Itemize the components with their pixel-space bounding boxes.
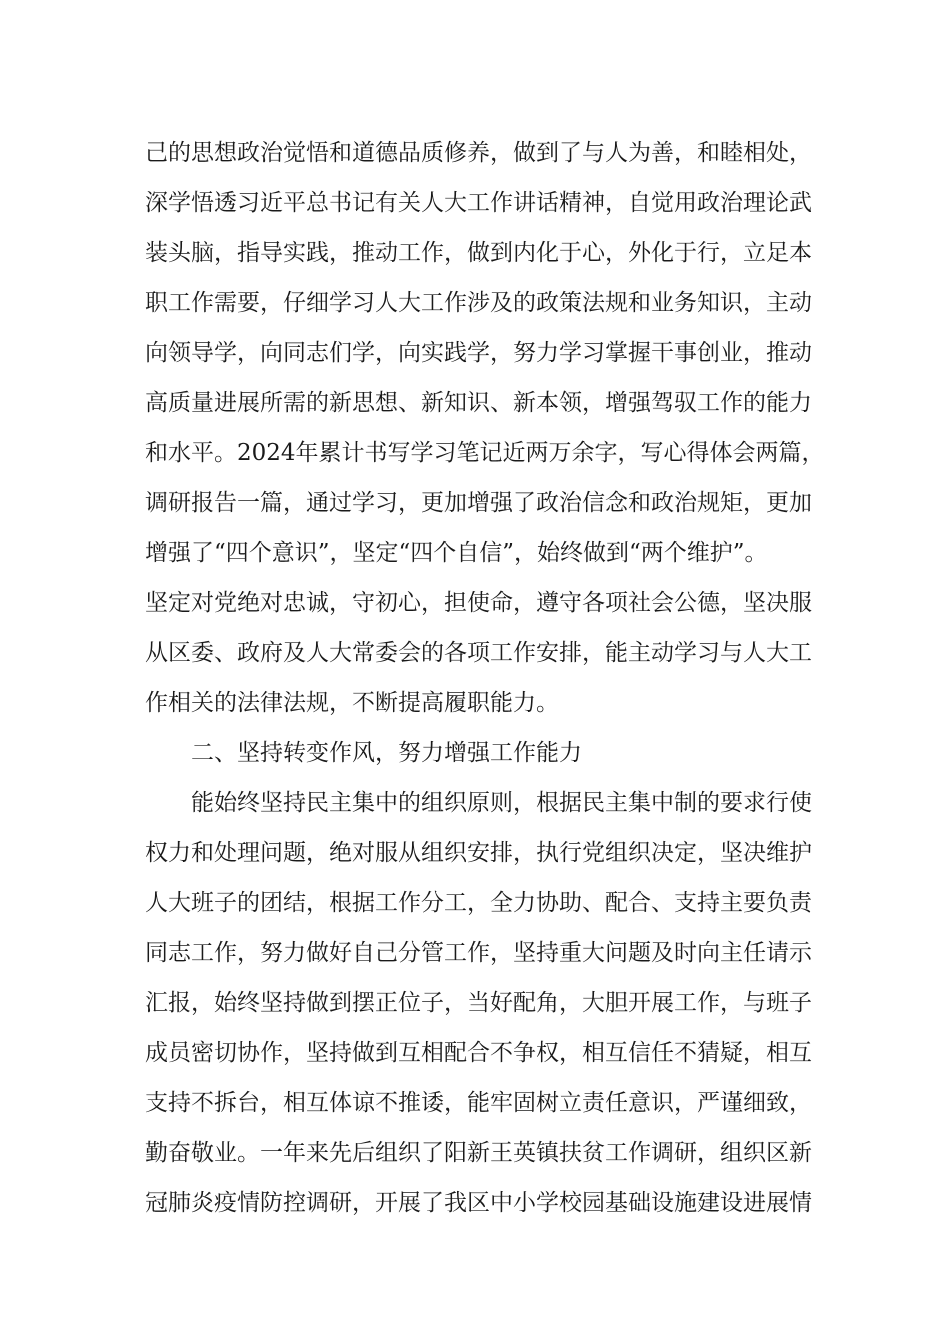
text-line: 同志工作，努力做好自己分管工作，坚持重大问题及时向主任请示 [145,940,812,966]
paragraph-first-line: 能始终坚持民主集中的组织原则，根据民主集中制的要求行使 [191,790,812,816]
text-line: 高质量进展所需的新思想、新知识、新本领，增强驾驭工作的能力 [145,390,812,416]
text-line: 勤奋敬业。一年来先后组织了阳新王英镇扶贫工作调研，组织区新 [145,1140,812,1166]
text-line: 人大班子的团结，根据工作分工，全力协助、配合、支持主要负责 [145,890,812,916]
text-line: 成员密切协作，坚持做到互相配合不争权，相互信任不猜疑，相互 [145,1040,812,1066]
text-line: 从区委、政府及人大常委会的各项工作安排，能主动学习与人大工 [145,640,812,666]
text-line: 调研报告一篇，通过学习，更加增强了政治信念和政治规矩，更加 [145,490,812,516]
text-line: 和水平。2024年累计书写学习笔记近两万余字，写心得体会两篇， [145,440,825,466]
text-line: 坚定对党绝对忠诚，守初心，担使命，遵守各项社会公德，坚决服 [145,590,812,616]
section-heading: 二、坚持转变作风，努力增强工作能力 [191,740,582,766]
text-line: 己的思想政治觉悟和道德品质修养，做到了与人为善，和睦相处， [145,140,812,166]
text-line: 深学悟透习近平总书记有关人大工作讲话精神，自觉用政治理论武 [145,190,812,216]
text-line: 装头脑，指导实践，推动工作，做到内化于心，外化于行，立足本 [145,240,812,266]
text-line: 作相关的法律法规，不断提高履职能力。 [145,690,559,716]
text-line: 职工作需要，仔细学习人大工作涉及的政策法规和业务知识，主动 [145,290,812,316]
text-line: 向领导学，向同志们学，向实践学，努力学习掌握干事创业，推动 [145,340,812,366]
text-line: 权力和处理问题，绝对服从组织安排，执行党组织决定，坚决维护 [145,840,812,866]
text-line: 冠肺炎疫情防控调研，开展了我区中小学校园基础设施建设进展情 [145,1190,812,1216]
text-line: 增强了“四个意识”，坚定“四个自信”，始终做到“两个维护”。 [145,540,768,566]
text-line: 支持不拆台，相互体谅不推诿，能牢固树立责任意识，严谨细致， [145,1090,812,1116]
body-text [145,128,845,1228]
text-line: 汇报，始终坚持做到摆正位子，当好配角，大胆开展工作，与班子 [145,990,812,1016]
